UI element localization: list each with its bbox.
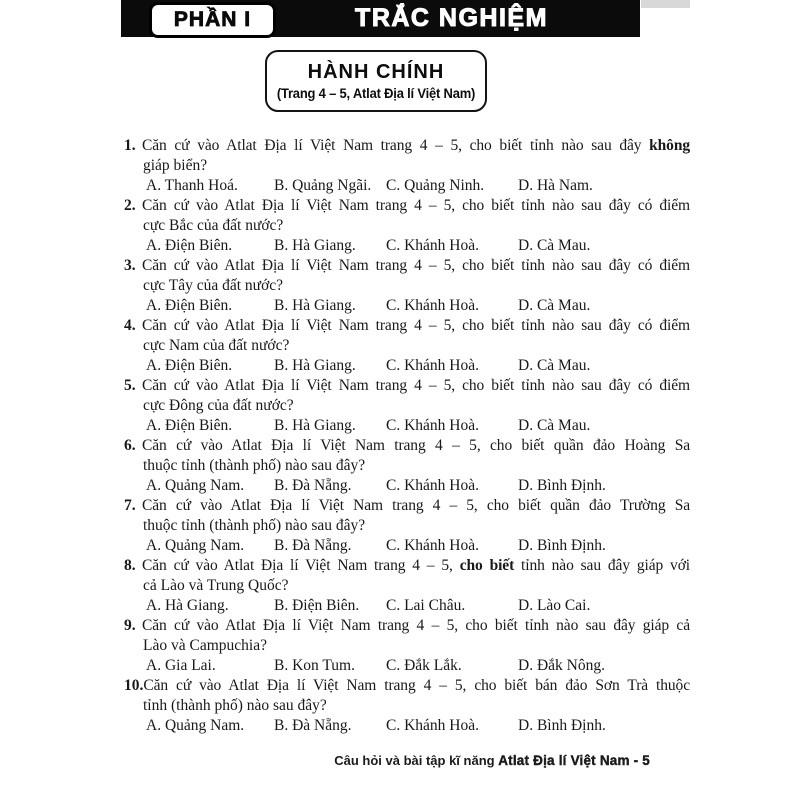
answer-option: D. Cà Mau. xyxy=(518,237,591,254)
question-first-line xyxy=(124,136,690,156)
answer-option: D. Cà Mau. xyxy=(518,297,591,314)
answer-option: A. Quảng Nam. xyxy=(146,537,245,554)
answer-options-row xyxy=(124,236,690,256)
question-text-segment: tỉnh nào sau đây giáp với xyxy=(514,557,690,574)
answer-options-row xyxy=(124,176,690,196)
question-item xyxy=(124,496,690,556)
question-text xyxy=(142,316,690,336)
answer-option: B. Hà Giang. xyxy=(274,417,356,434)
question-item xyxy=(124,256,690,316)
question-text-segment: Căn cứ vào Atlat Địa lí Việt Nam trang 4 – 5, cho biết quần đảo Trường Sa xyxy=(142,497,690,514)
question-text xyxy=(142,616,690,636)
answer-option: C. Khánh Hoà. xyxy=(386,717,479,734)
answer-options-row xyxy=(124,296,690,316)
answer-option: A. Gia Lai. xyxy=(146,657,216,674)
question-first-line xyxy=(124,316,690,336)
answer-option: B. Hà Giang. xyxy=(274,357,356,374)
question-second-line: thuộc tỉnh (thành phố) nào sau đây? xyxy=(143,457,366,474)
answer-option: C. Khánh Hoà. xyxy=(386,477,479,494)
answer-option: B. Kon Tum. xyxy=(274,657,355,674)
question-text xyxy=(142,136,690,156)
section-title-box xyxy=(265,50,487,112)
answer-option: D. Bình Định. xyxy=(518,537,606,554)
question-text xyxy=(142,196,690,216)
answer-option: B. Đà Nẵng. xyxy=(274,477,352,494)
answer-option: A. Điện Biên. xyxy=(146,357,233,374)
part-label-box xyxy=(149,2,276,38)
question-number: 8. xyxy=(124,557,136,574)
question-second-line: cực Đông của đất nước? xyxy=(143,397,294,414)
footer-book-title: Atlat Địa lí Việt Nam - 5 xyxy=(498,753,650,768)
question-text xyxy=(142,496,690,516)
question-number: 4. xyxy=(124,317,136,334)
question-second-line: thuộc tỉnh (thành phố) nào sau đây? xyxy=(143,517,366,534)
question-first-line xyxy=(124,496,690,516)
question-keyword-bold: không xyxy=(649,137,690,154)
part-banner xyxy=(121,0,640,37)
question-second-line: tỉnh (thành phố) nào sau đây? xyxy=(143,697,327,714)
question-keyword-bold: cho biết xyxy=(459,557,515,574)
answer-option: C. Khánh Hoà. xyxy=(386,537,479,554)
answer-option: A. Quảng Nam. xyxy=(146,477,245,494)
question-item xyxy=(124,376,690,436)
answer-option: B. Quảng Ngãi. xyxy=(274,177,372,194)
question-second-line: cực Nam của đất nước? xyxy=(143,337,290,354)
question-first-line xyxy=(124,676,690,696)
question-text-segment: Căn cứ vào Atlat Địa lí Việt Nam trang 4 – 5, cho biết quần đảo Hoàng Sa xyxy=(142,437,690,454)
question-second-line: Lào và Campuchia? xyxy=(143,637,267,654)
page-footer xyxy=(334,753,650,768)
question-number: 5. xyxy=(124,377,136,394)
answer-option: C. Quảng Ninh. xyxy=(386,177,485,194)
question-item xyxy=(124,436,690,496)
answer-options-row xyxy=(124,596,690,616)
question-text-segment: Căn cứ vào Atlat Địa lí Việt Nam trang 4 – 5, cho biết tỉnh nào sau đây có điểm xyxy=(142,257,690,274)
question-second-line: giáp biển? xyxy=(143,157,208,174)
answer-options-row xyxy=(124,536,690,556)
answer-option: B. Hà Giang. xyxy=(274,297,356,314)
question-first-line xyxy=(124,616,690,636)
answer-option: A. Điện Biên. xyxy=(146,237,233,254)
question-first-line xyxy=(124,196,690,216)
question-number: 10. xyxy=(124,677,144,694)
answer-option: D. Bình Định. xyxy=(518,477,606,494)
question-text-segment: Căn cứ vào Atlat Địa lí Việt Nam trang 4 – 5, cho biết tỉnh nào sau đây có điểm xyxy=(142,377,690,394)
question-text xyxy=(142,436,690,456)
question-number: 2. xyxy=(124,197,136,214)
answer-option: D. Cà Mau. xyxy=(518,357,591,374)
question-second-line: cực Bắc của đất nước? xyxy=(143,217,284,234)
answer-option: D. Lào Cai. xyxy=(518,597,591,614)
question-text-segment: Căn cứ vào Atlat Địa lí Việt Nam trang 4 – 5, cho biết tỉnh nào sau đây giáp cả xyxy=(142,617,690,634)
scan-artifact xyxy=(641,0,690,8)
answer-option: B. Hà Giang. xyxy=(274,237,356,254)
question-number: 9. xyxy=(124,617,136,634)
question-number: 1. xyxy=(124,137,136,154)
answer-options-row xyxy=(124,416,690,436)
answer-option: A. Điện Biên. xyxy=(146,417,233,434)
question-second-line: cực Tây của đất nước? xyxy=(143,277,284,294)
question-first-line xyxy=(124,256,690,276)
question-second-line: cả Lào và Trung Quốc? xyxy=(143,577,289,594)
answer-option: B. Đà Nẵng. xyxy=(274,717,352,734)
question-first-line xyxy=(124,436,690,456)
answer-option: A. Hà Giang. xyxy=(146,597,229,614)
question-item xyxy=(124,316,690,376)
answer-option: A. Điện Biên. xyxy=(146,297,233,314)
answer-option: D. Hà Nam. xyxy=(518,177,593,194)
banner-title: TRẮC NGHIỆM xyxy=(355,4,548,32)
answer-option: C. Khánh Hoà. xyxy=(386,357,479,374)
question-first-line xyxy=(124,376,690,396)
question-first-line xyxy=(124,556,690,576)
answer-options-row xyxy=(124,716,690,736)
question-number: 6. xyxy=(124,437,136,454)
question-item xyxy=(124,196,690,256)
answer-option: B. Điện Biên. xyxy=(274,597,360,614)
answer-option: D. Đắk Nông. xyxy=(518,657,605,674)
answer-option: C. Khánh Hoà. xyxy=(386,237,479,254)
answer-option: C. Lai Châu. xyxy=(386,597,466,614)
question-text-segment: Căn cứ vào Atlat Địa lí Việt Nam trang 4 – 5, cho biết bán đảo Sơn Trà thuộc xyxy=(143,677,690,694)
question-text xyxy=(143,676,690,696)
question-item xyxy=(124,556,690,616)
answer-option: B. Đà Nẵng. xyxy=(274,537,352,554)
answer-option: A. Quảng Nam. xyxy=(146,717,245,734)
question-item xyxy=(124,676,690,736)
answer-option: A. Thanh Hoá. xyxy=(146,177,238,194)
question-number: 7. xyxy=(124,497,136,514)
question-number: 3. xyxy=(124,257,136,274)
question-text-segment: Căn cứ vào Atlat Địa lí Việt Nam trang 4 – 5, cho biết tỉnh nào sau đây có điểm xyxy=(142,197,690,214)
answer-options-row xyxy=(124,656,690,676)
question-text xyxy=(142,376,690,396)
question-item xyxy=(124,136,690,196)
answer-option: C. Khánh Hoà. xyxy=(386,417,479,434)
question-text-segment: Căn cứ vào Atlat Địa lí Việt Nam trang 4 – 5, xyxy=(142,557,460,574)
question-text xyxy=(142,556,690,576)
answer-options-row xyxy=(124,356,690,376)
part-label: PHẦN I xyxy=(173,8,252,31)
answer-option: D. Cà Mau. xyxy=(518,417,591,434)
answer-option: C. Đắk Lắk. xyxy=(386,657,462,674)
answer-option: D. Bình Định. xyxy=(518,717,606,734)
answer-options-row xyxy=(124,476,690,496)
question-text xyxy=(142,256,690,276)
question-item xyxy=(124,616,690,676)
question-list xyxy=(124,136,690,736)
question-text-segment: Căn cứ vào Atlat Địa lí Việt Nam trang 4 – 5, cho biết tỉnh nào sau đây có điểm xyxy=(142,317,690,334)
section-subtitle: (Trang 4 – 5, Atlat Địa lí Việt Nam) xyxy=(276,86,476,101)
question-text-segment: Căn cứ vào Atlat Địa lí Việt Nam trang 4 – 5, cho biết tỉnh nào sau đây xyxy=(142,137,650,154)
section-title: HÀNH CHÍNH xyxy=(307,61,445,83)
answer-option: C. Khánh Hoà. xyxy=(386,297,479,314)
footer-series-label: Câu hỏi và bài tập kĩ năng xyxy=(334,753,499,768)
